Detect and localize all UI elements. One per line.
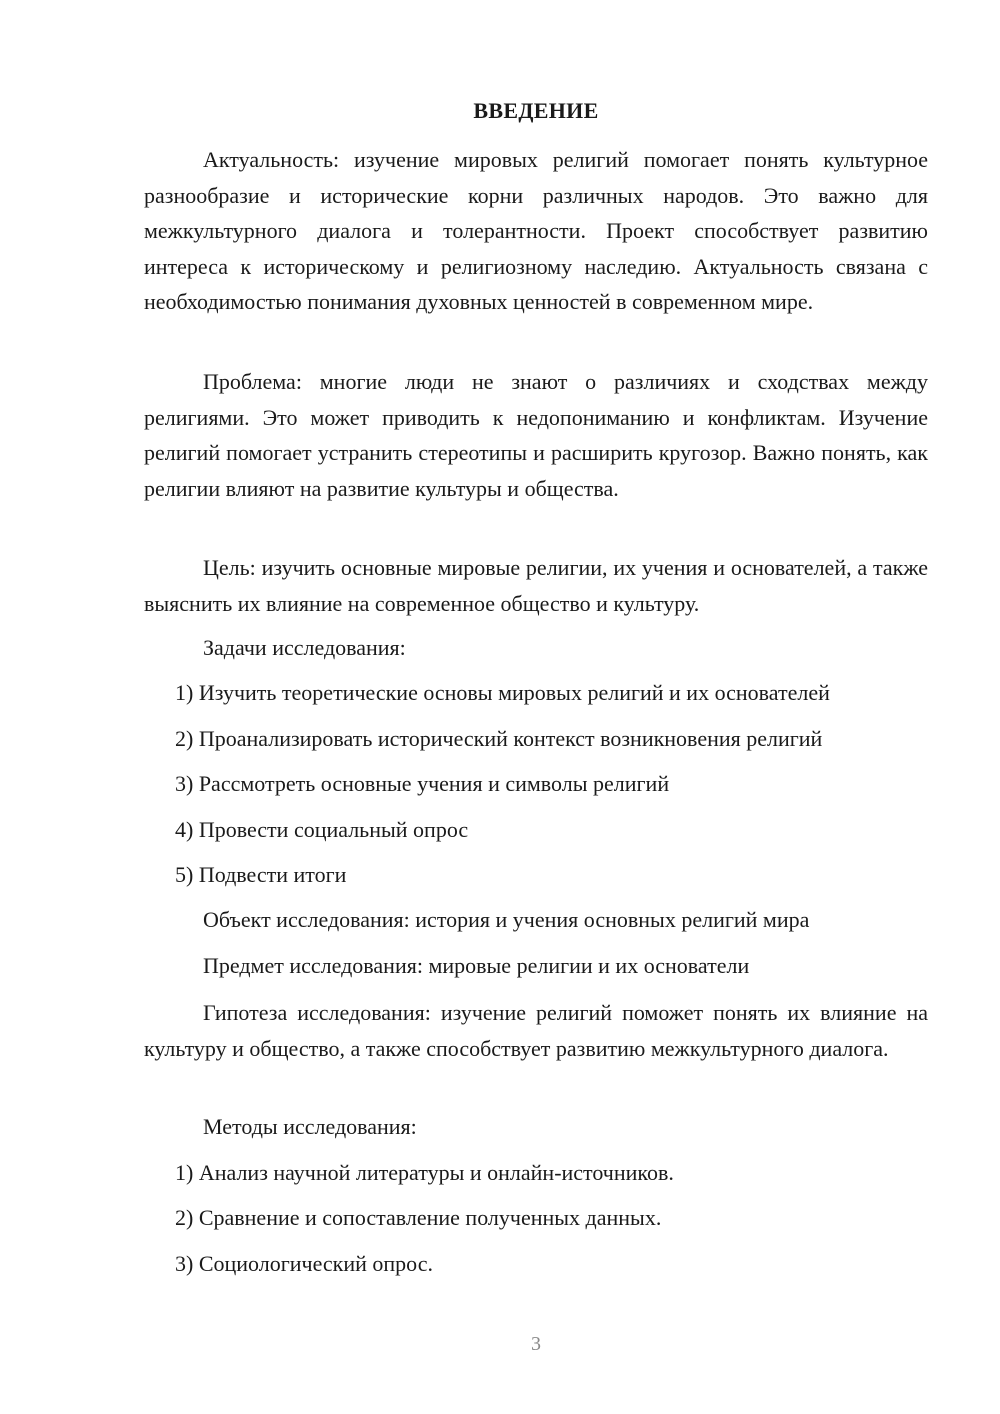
section-heading: ВВЕДЕНИЕ — [473, 98, 599, 123]
page-number: 3 — [531, 1333, 541, 1355]
task-item-5: 5) Подвести итоги — [175, 862, 347, 887]
goal-text: Цель: изучить основные мировые религии, их учения и основателей, а также выяснить их влияние на современное общество и культуру. — [144, 555, 928, 616]
hypothesis-text: Гипотеза исследования: изучение религий поможет понять их влияние на культуру и общество, а также способствует развитию межкультурного диалога. — [144, 1000, 928, 1061]
method-item-1: 1) Анализ научной литературы и онлайн-источников. — [175, 1160, 674, 1185]
method-item-3: 3) Социологический опрос. — [175, 1251, 433, 1276]
method-item-2: 2) Сравнение и сопоставление полученных данных. — [175, 1205, 662, 1230]
relevance-text: Актуальность: изучение мировых религий помогает понять культурное разнообразие и исторические корни различных народов. Это важно для межкультурного диалога и толерантности. Проект способствует развитию интереса к историческому и религиозному наследию. Актуальность связана с необходимостью понимания духовных ценностей в современном мире. — [144, 147, 928, 314]
goal-paragraph — [144, 550, 928, 621]
hypothesis-paragraph — [144, 995, 928, 1066]
research-object: Объект исследования: история и учения основных религий мира — [203, 907, 810, 932]
task-item-1: 1) Изучить теоретические основы мировых религий и их основателей — [175, 680, 830, 705]
tasks-heading: Задачи исследования: — [203, 635, 406, 660]
problem-paragraph — [144, 364, 928, 506]
task-item-2: 2) Проанализировать исторический контекст возникновения религий — [175, 726, 823, 751]
relevance-paragraph — [144, 142, 928, 320]
research-subject: Предмет исследования: мировые религии и их основатели — [203, 953, 750, 978]
problem-text: Проблема: многие люди не знают о различиях и сходствах между религиями. Это может приводить к недопониманию и конфликтам. Изучение религий помогает устранить стереотипы и расширить кругозор. Важно понять, как религии влияют на развитие культуры и общества. — [144, 369, 928, 501]
task-item-3: 3) Рассмотреть основные учения и символы религий — [175, 771, 670, 796]
task-item-4: 4) Провести социальный опрос — [175, 817, 469, 842]
methods-heading: Методы исследования: — [203, 1114, 417, 1139]
